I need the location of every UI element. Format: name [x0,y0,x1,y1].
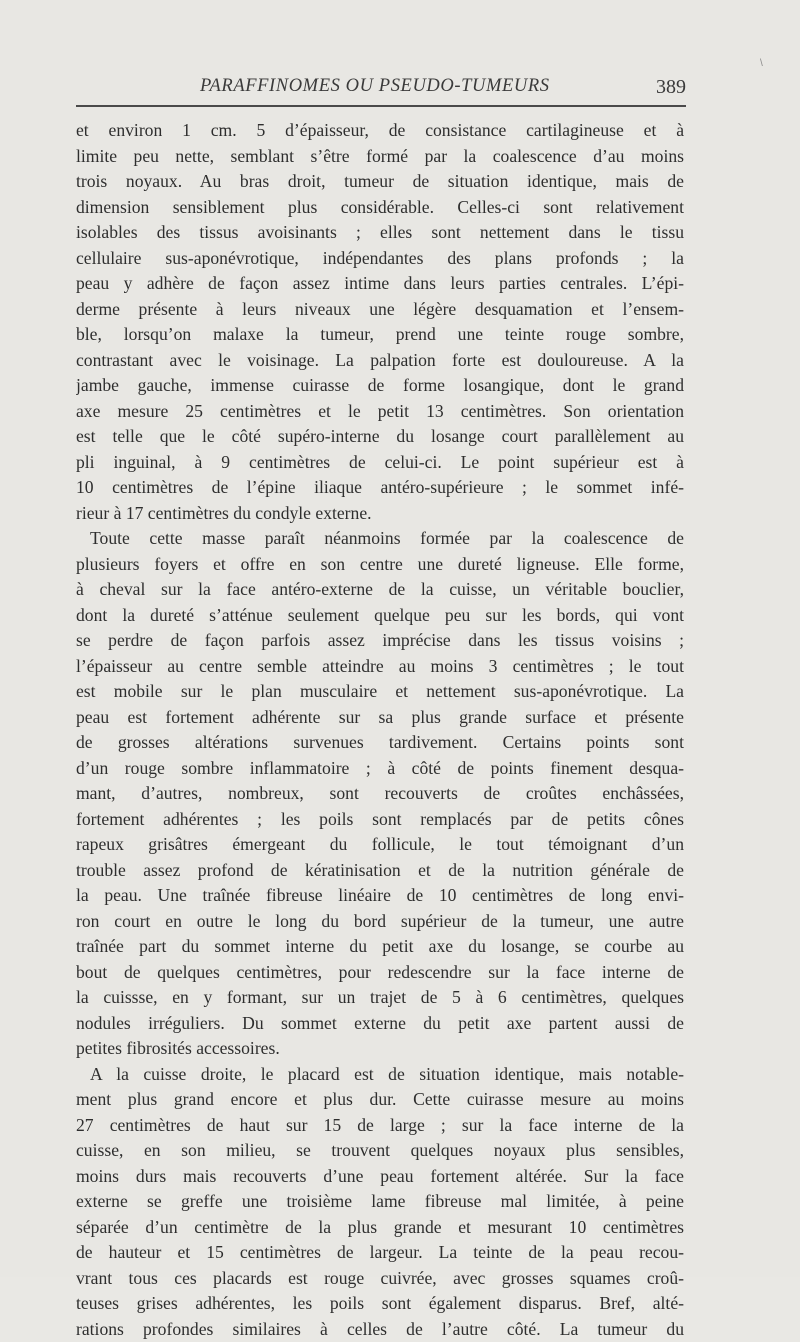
text-line: dimension sensiblement plus considérable. Celles-ci sont relativement [76,195,684,221]
text-line: contrastant avec le voisinage. La palpation forte est douloureuse. A la [76,348,684,374]
text-line: trois noyaux. Au bras droit, tumeur de situation identique, mais de [76,169,684,195]
text-line: de hauteur et 15 centimètres de largeur. La teinte de la peau recou- [76,1240,684,1266]
page-number: 389 [656,76,686,99]
text-line: et environ 1 cm. 5 d’épaisseur, de consistance cartilagineuse et à [76,118,684,144]
text-line: teuses grises adhérentes, les poils sont également disparus. Bref, alté- [76,1291,684,1317]
text-line: nodules irréguliers. Du sommet externe du petit axe partent aussi de [76,1011,684,1037]
text-line: A la cuisse droite, le placard est de situation identique, mais notable- [76,1062,684,1088]
text-line: la peau. Une traînée fibreuse linéaire de 10 centimètres de long envi- [76,883,684,909]
text-line: axe mesure 25 centimètres et le petit 13 centimètres. Son orientation [76,399,684,425]
text-line: peau est fortement adhérente sur sa plus grande surface et présente [76,705,684,731]
text-line: isolables des tissus avoisinants ; elles sont nettement dans le tissu [76,220,684,246]
header-rule [76,105,686,107]
text-line: moins durs mais recouverts d’une peau fortement altérée. Sur la face [76,1164,684,1190]
text-line: rations profondes similaires à celles de l’autre côté. La tumeur du [76,1317,684,1342]
text-line: plusieurs foyers et offre en son centre une dureté ligneuse. Elle forme, [76,552,684,578]
text-line: jambe gauche, immense cuirasse de forme losangique, dont le grand [76,373,684,399]
body-text [76,118,684,1342]
running-title: PARAFFINOMES OU PSEUDO-TUMEURS [200,76,550,97]
text-line: vrant tous ces placards est rouge cuivrée, avec grosses squames croû- [76,1266,684,1292]
text-line: est mobile sur le plan musculaire et nettement sus-aponévrotique. La [76,679,684,705]
text-line: trouble assez profond de kératinisation et de la nutrition générale de [76,858,684,884]
text-line: traînée part du sommet interne du petit axe du losange, se courbe au [76,934,684,960]
text-line: derme présente à leurs niveaux une légère desquamation et l’ensem- [76,297,684,323]
text-line: rapeux grisâtres émergeant du follicule, le tout témoignant d’un [76,832,684,858]
text-line: externe se greffe une troisième lame fibreuse mal limitée, à peine [76,1189,684,1215]
text-line: de grosses altérations survenues tardivement. Certains points sont [76,730,684,756]
text-line: cuisse, en son milieu, se trouvent quelques noyaux plus sensibles, [76,1138,684,1164]
text-line: pli inguinal, à 9 centimètres de celui-ci. Le point supérieur est à [76,450,684,476]
text-line: ble, lorsqu’on malaxe la tumeur, prend une teinte rouge sombre, [76,322,684,348]
text-line: est telle que le côté supéro-interne du losange court parallèlement au [76,424,684,450]
text-line: séparée d’un centimètre de la plus grande et mesurant 10 centimètres [76,1215,684,1241]
text-line: ment plus grand encore et plus dur. Cette cuirasse mesure au moins [76,1087,684,1113]
text-line: dont la dureté s’atténue seulement quelque peu sur les bords, qui vont [76,603,684,629]
page-header [76,74,686,106]
text-line: petites fibrosités accessoires. [76,1036,684,1062]
text-line: d’un rouge sombre inflammatoire ; à côté de points finement desqua- [76,756,684,782]
text-line: fortement adhérentes ; les poils sont remplacés par de petits cônes [76,807,684,833]
text-line: bout de quelques centimètres, pour redescendre sur la face interne de [76,960,684,986]
text-line: cellulaire sus-aponévrotique, indépendantes des plans profonds ; la [76,246,684,272]
text-line: peau y adhère de façon assez intime dans leurs parties centrales. L’épi- [76,271,684,297]
text-line: mant, d’autres, nombreux, sont recouverts de croûtes enchâssées, [76,781,684,807]
text-line: se perdre de façon parfois assez imprécise dans les tissus voisins ; [76,628,684,654]
text-line: ron court en outre le long du bord supérieur de la tumeur, une autre [76,909,684,935]
text-line: Toute cette masse paraît néanmoins formée par la coalescence de [76,526,684,552]
text-line: à cheval sur la face antéro-externe de la cuisse, un véritable bouclier, [76,577,684,603]
text-line: rieur à 17 centimètres du condyle externe. [76,501,684,527]
text-line: la cuissse, en y formant, sur un trajet de 5 à 6 centimètres, quelques [76,985,684,1011]
text-line: limite peu nette, semblant s’être formé par la coalescence d’au moins [76,144,684,170]
corner-mark: \ [760,58,763,69]
text-line: 10 centimètres de l’épine iliaque antéro-supérieure ; le sommet infé- [76,475,684,501]
text-line: 27 centimètres de haut sur 15 de large ; sur la face interne de la [76,1113,684,1139]
text-line: l’épaisseur au centre semble atteindre au moins 3 centimètres ; le tout [76,654,684,680]
